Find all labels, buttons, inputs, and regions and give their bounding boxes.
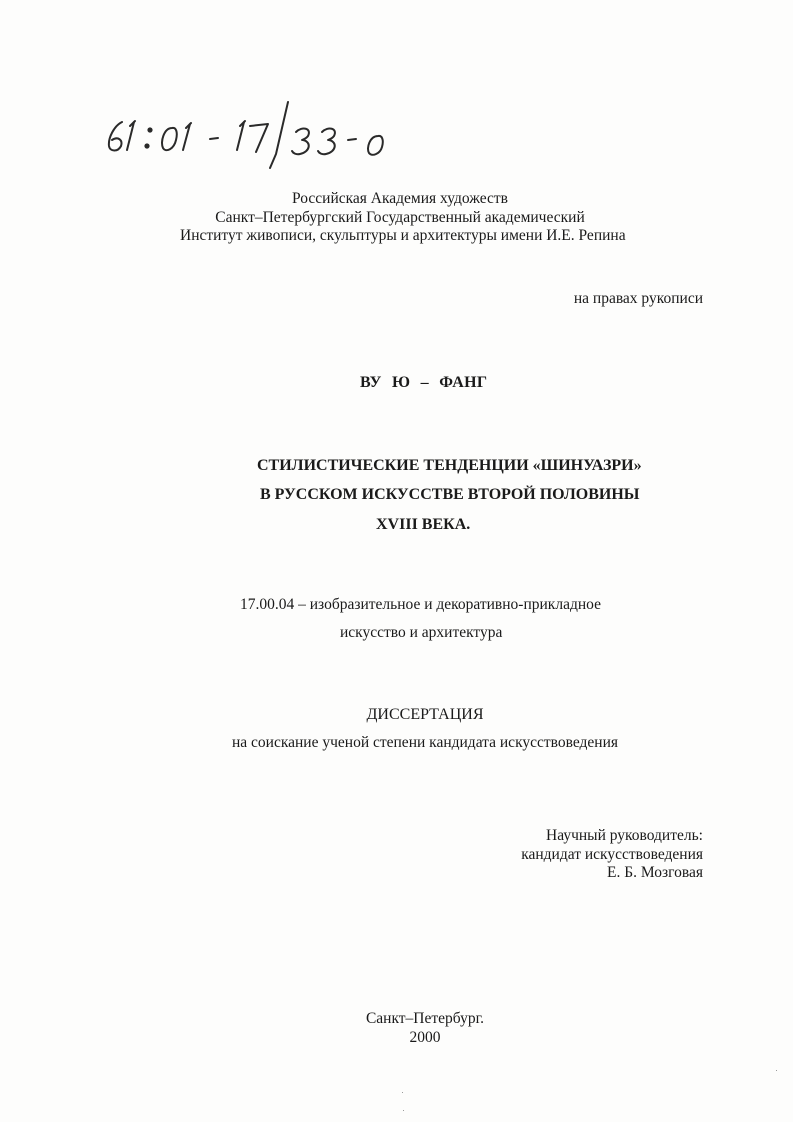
- supervisor-role: Научный руководитель:: [546, 827, 703, 844]
- footer-year: 2000: [409, 1029, 441, 1046]
- scan-speck: [402, 1092, 403, 1093]
- supervisor-block: [470, 827, 703, 883]
- scan-speck: [403, 1110, 404, 1111]
- institution-line-2: Санкт–Петербургский Государственный академический: [215, 208, 585, 226]
- specialty-line-2: искусство и архитектура: [340, 624, 503, 641]
- thesis-title-line-3: XVIII ВЕКА.: [376, 516, 471, 533]
- footer-city: Санкт–Петербург.: [365, 1010, 485, 1027]
- scan-speck: [776, 1070, 777, 1071]
- institution-block: [180, 190, 626, 246]
- thesis-title-line-2: В РУССКОМ ИСКУССТВЕ ВТОРОЙ ПОЛОВИНЫ: [260, 486, 640, 503]
- dissertation-subtitle: на соискание ученой степени кандидата искусствоведения: [231, 734, 619, 751]
- specialty-line-1: 17.00.04 – изобразительное и декоративно-прикладное: [240, 596, 601, 613]
- manuscript-rights-note: на правах рукописи: [573, 290, 703, 307]
- footer-block: [300, 1010, 550, 1048]
- supervisor-name: Е. Б. Мозговая: [607, 864, 703, 881]
- dissertation-heading: ДИССЕРТАЦИЯ: [366, 706, 484, 723]
- thesis-title-line-1: СТИЛИСТИЧЕСКИЕ ТЕНДЕНЦИИ «ШИНУАЗРИ»: [257, 457, 642, 474]
- institution-line-3: Институт живописи, скульптуры и архитектуры имени И.Е. Репина: [180, 227, 626, 244]
- author-name: ВУ Ю – ФАНГ: [360, 374, 488, 391]
- institution-line-1: Российская Академия художеств: [292, 190, 508, 207]
- supervisor-degree: кандидат искусствоведения: [521, 845, 703, 863]
- handwritten-archive-code: [100, 92, 450, 182]
